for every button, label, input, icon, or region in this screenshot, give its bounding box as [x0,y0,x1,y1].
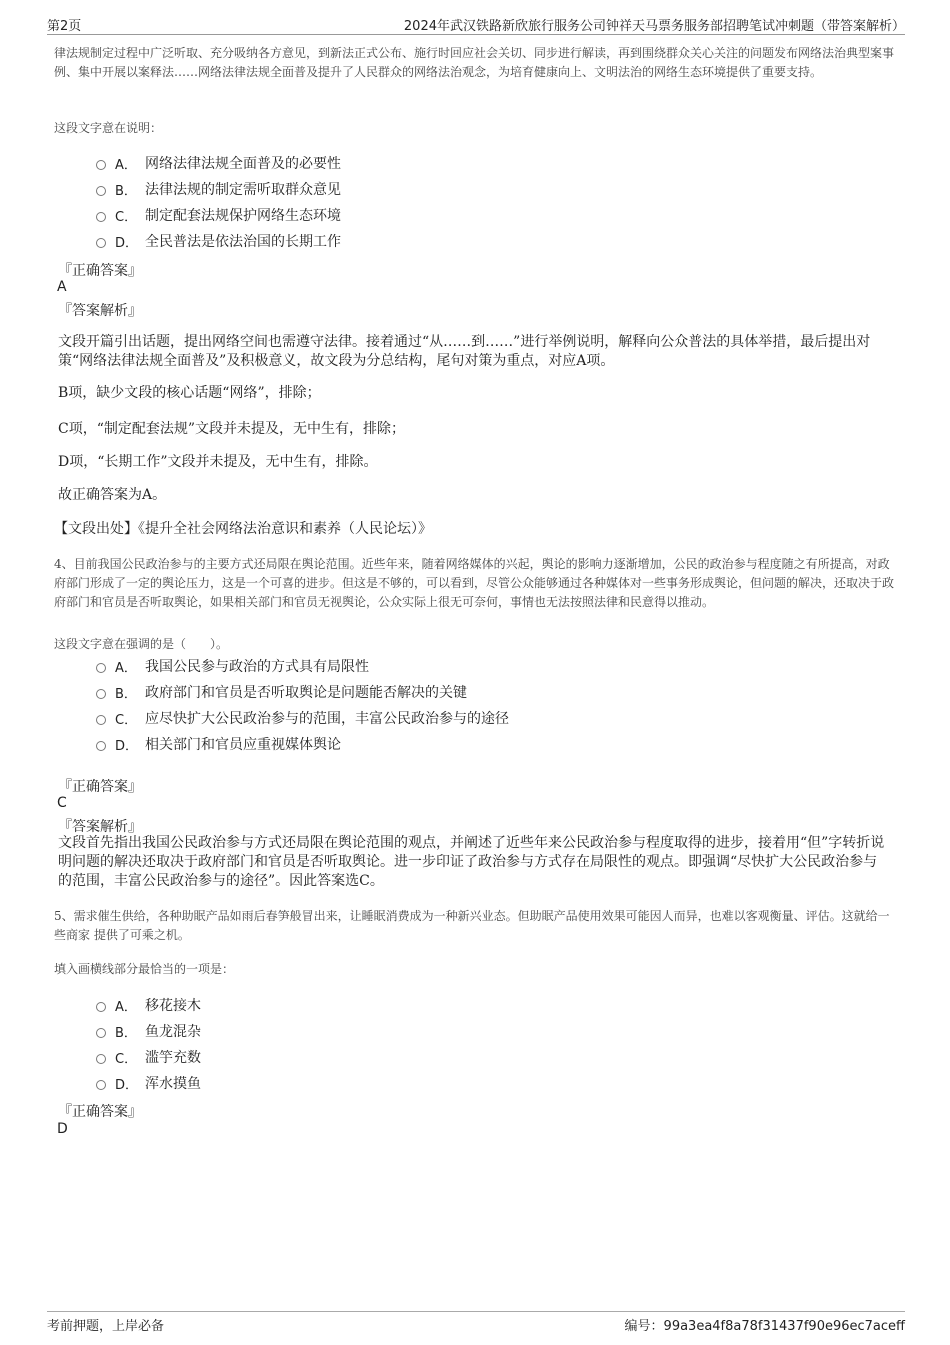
q3-option-d[interactable]: D． 全民普法是依法治国的长期工作 [96,231,341,251]
page-header [47,14,905,35]
radio-icon[interactable] [96,1028,106,1038]
q5-option-a[interactable]: A． 移花接木 [96,995,201,1015]
radio-icon[interactable] [96,1002,106,1012]
page-number: 第2页 [47,19,82,34]
footer-slogan: 考前押题，上岸必备 [47,1319,165,1334]
radio-icon[interactable] [96,212,106,222]
q3-analysis-b: B项，缺少文段的核心话题“网络”，排除； [58,385,321,401]
radio-icon[interactable] [96,238,106,248]
q5-answer: D [57,1121,68,1137]
q3-option-a[interactable]: A． 网络法律法规全面普及的必要性 [96,153,341,173]
q3-analysis-d: D项，“长期工作”文段并未提及，无中生有，排除。 [58,454,378,470]
page-footer [47,1311,905,1334]
q3-analysis-c: C项，“制定配套法规”文段并未提及，无中生有，排除； [58,421,406,437]
q5-option-b[interactable]: B． 鱼龙混杂 [96,1021,201,1041]
radio-icon[interactable] [96,689,106,699]
document-code [625,1315,905,1334]
radio-icon[interactable] [96,1080,106,1090]
q5-stem: 填入画横线部分最恰当的一项是： [54,962,235,976]
q4-option-b[interactable]: B． 政府部门和官员是否听取舆论是问题能否解决的关键 [96,682,467,702]
q3-analysis-main: 文段开篇引出话题，提出网络空间也需遵守法律。接着通过“从……到……”进行举例说明，解释向公众普法的具体举措，最后提出对策“网络法律法规全面普及”及积极意义，故文段为分总结构，尾句对策为重点，对应A项。 [58,334,871,369]
q4-analysis: 文段首先指出我国公民政治参与方式还局限在舆论范围的观点，并阐述了近些年来公民政治参与程度取得的进步，接着用“但”字转折说明问题的解决还取决于政府部门和官员是否听取舆论。进一步印证了政治参与方式存在局限性的观点。即强调“尽快扩大公民政治参与的范围，丰富公民政治参与的途径”。因此答案选C。 [58,835,885,889]
q4-option-d[interactable]: D． 相关部门和官员应重视媒体舆论 [96,734,341,754]
q4-passage: 4、目前我国公民政治参与的主要方式还局限在舆论范围。近些年来，随着网络媒体的兴起，舆论的影响力逐渐增加，公民的政治参与程度随之有所提高，对政府部门形成了一定的舆论压力，这是一个可喜的进步。但这是不够的，可以看到，尽管公众能够通过各种媒体对一些事务形成舆论，但问题的解决，还取决于政府部门和官员是否听取舆论，如果相关部门和官员无视舆论，公众实际上很无可奈何，事情也无法按照法律和民意得以推动。 [54,557,895,609]
q5-option-d[interactable]: D． 浑水摸鱼 [96,1073,201,1093]
q3-passage: 律法规制定过程中广泛听取、充分吸纳各方意见，到新法正式公布、施行时回应社会关切、同步进行解读，再到围绕群众关心关注的问题发布网络法治典型案事例、集中开展以案释法……网络法律法规全面普及提升了人民群众的网络法治观念，为培育健康向上、文明法治的网络生态环境提供了重要支持。 [54,46,895,79]
q3-conclusion: 故正确答案为A。 [58,487,167,503]
q3-answer-label: 『正确答案』 [58,263,142,279]
q4-stem: 这段文字意在强调的是（ ）。 [54,637,229,651]
q3-option-c[interactable]: C． 制定配套法规保护网络生态环境 [96,205,341,225]
radio-icon[interactable] [96,741,106,751]
q5-option-c[interactable]: C． 滥竽充数 [96,1047,201,1067]
q4-analysis-label: 『答案解析』 [58,819,142,835]
radio-icon[interactable] [96,715,106,725]
q4-option-c[interactable]: C． 应尽快扩大公民政治参与的范围，丰富公民政治参与的途径 [96,708,509,728]
radio-icon[interactable] [96,663,106,673]
q4-option-a[interactable]: A． 我国公民参与政治的方式具有局限性 [96,656,369,676]
q3-answer: A [57,279,67,295]
q3-source: 【文段出处】《提升全社会网络法治意识和素养（人民论坛）》 [54,521,432,537]
code-value: 99a3ea4f8a78f31437f90e96ec7aceff [663,1319,905,1334]
q4-answer: C [57,795,67,811]
q5-passage: 5、需求催生供给，各种助眠产品如雨后春笋般冒出来，让睡眠消费成为一种新兴业态。但助眠产品使用效果可能因人而异，也难以客观衡量、评估。这就给一些商家 提供了可乘之机。 [54,909,890,942]
q4-answer-label: 『正确答案』 [58,779,142,795]
document-title: 2024年武汉铁路新欣旅行服务公司钟祥天马票务服务部招聘笔试冲刺题（带答案解析） [403,19,905,34]
radio-icon[interactable] [96,1054,106,1064]
q3-stem: 这段文字意在说明： [54,121,163,135]
q5-answer-label: 『正确答案』 [58,1104,142,1120]
q3-analysis-label: 『答案解析』 [58,303,142,319]
radio-icon[interactable] [96,160,106,170]
q3-option-b[interactable]: B． 法律法规的制定需听取群众意见 [96,179,341,199]
code-label: 编号： [624,1319,664,1334]
radio-icon[interactable] [96,186,106,196]
